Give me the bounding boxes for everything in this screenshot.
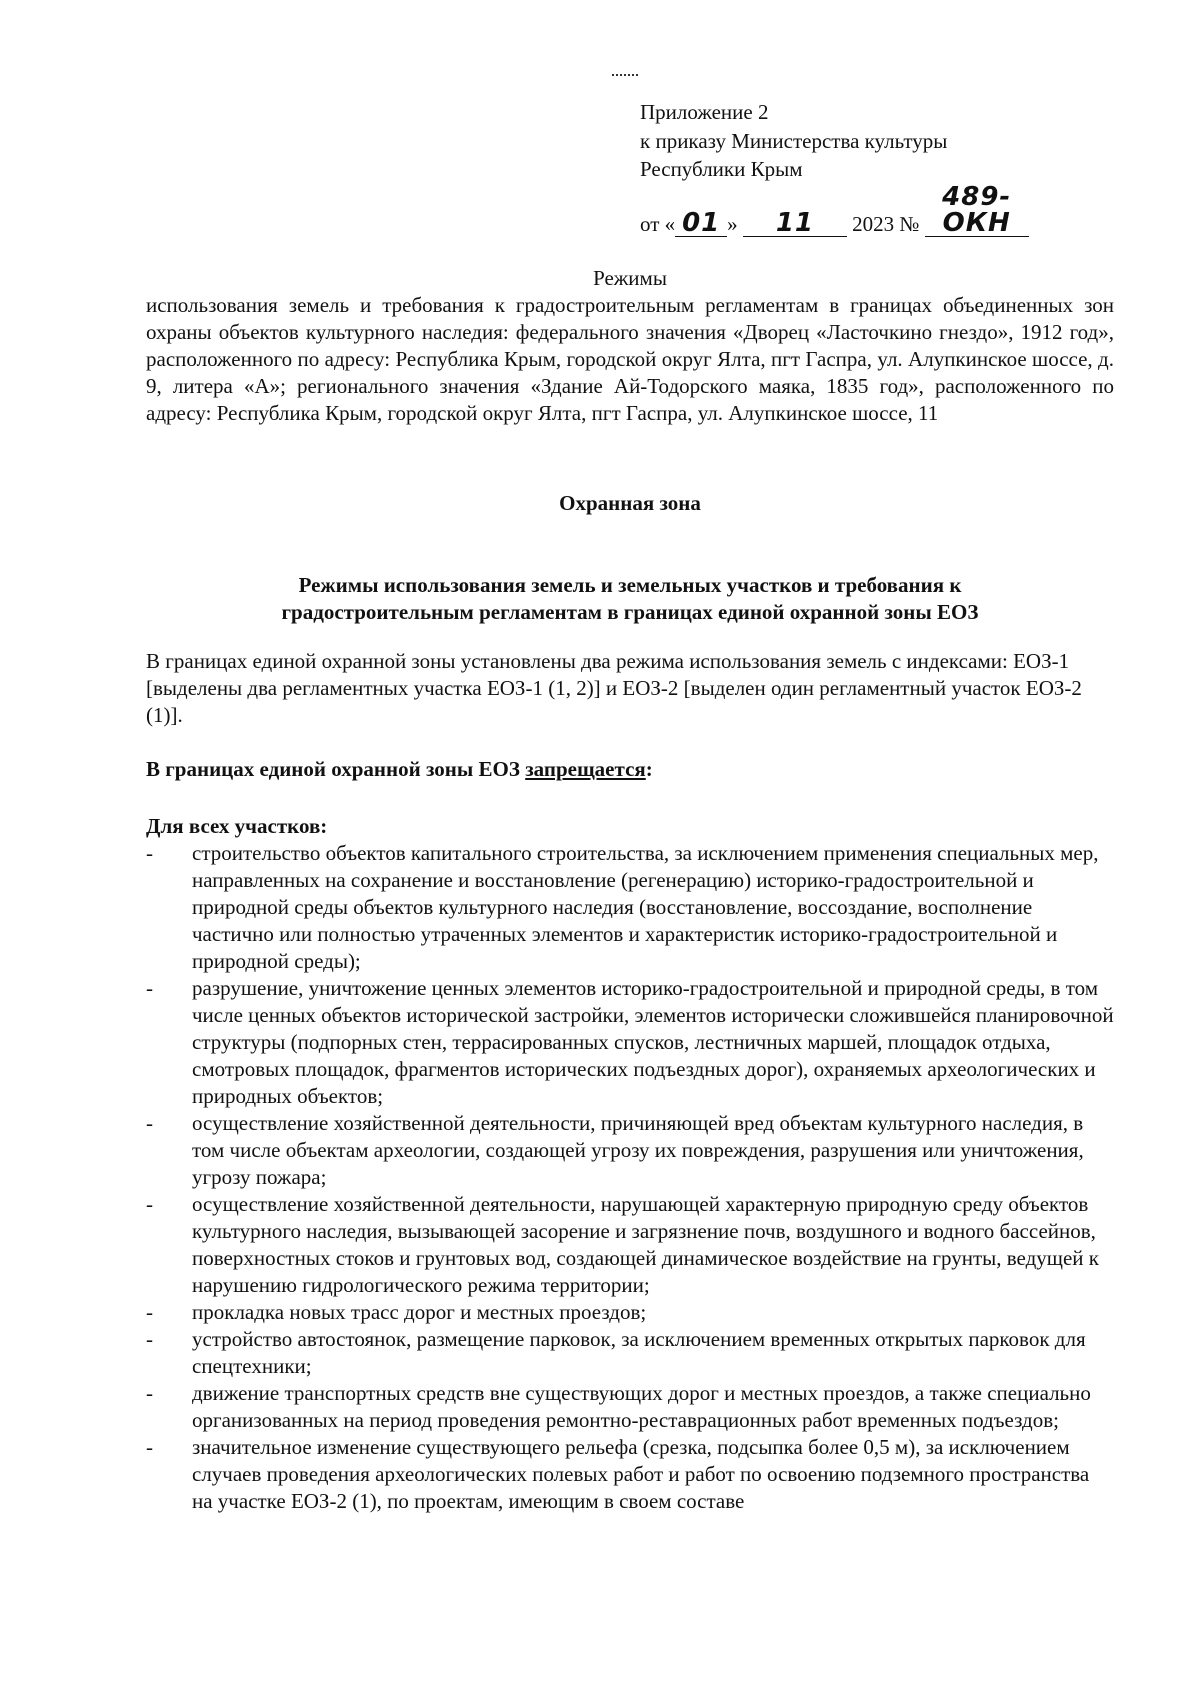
list-item-text: осуществление хозяйственной деятельности, причиняющей вред объектам культурного наследия, в том числе объектам археологии, создающей угрозу их повреждения, разрушения или уничтожения, угрозу пожара; xyxy=(192,1111,1084,1189)
prohibited-suffix: : xyxy=(645,757,653,781)
list-item-text: прокладка новых трасс дорог и местных проездов; xyxy=(192,1300,647,1324)
section-heading xyxy=(146,572,1114,626)
prohibition-list xyxy=(146,840,1114,1515)
intro-paragraph: В границах единой охранной зоны установлены два режима использования земель с индексами: ЕОЗ-1 [выделены два регламентных участка ЕОЗ-1 (1, 2)] и ЕОЗ-2 [выделен один регламентный участок ЕОЗ-2 (1)]. xyxy=(146,649,1082,727)
date-mid: » xyxy=(727,211,738,236)
dash-bullet: - xyxy=(146,1111,153,1135)
list-item-text: осуществление хозяйственной деятельности, нарушающей характерную природную среду объектов культурного наследия, вызывающей засорение и загрязнение почв, воздушного и водного бассейнов, поверхностных стоков и грунтовых вод, создающей динамическое воздействие на грунты, ведущей к нарушению гидрологического режима территории; xyxy=(192,1192,1099,1297)
dash-bullet: - xyxy=(146,1300,153,1324)
prohibited-heading xyxy=(146,756,1114,783)
dash-bullet: - xyxy=(146,976,153,1000)
date-month: 11 xyxy=(743,210,847,237)
list-item xyxy=(146,1110,1114,1191)
dash-bullet: - xyxy=(146,1327,153,1351)
list-item-text: разрушение, уничтожение ценных элементов историко-градостроительной и природной среды, в том числе ценных объектов исторической застройки, элементов исторически сложившейся планировочной структуры (подпорных стен, террасированных спусков, лестничных маршей, площадок отдыха, смотровых площадок, фрагментов исторических подъездных дорог), охраняемых археологических и природных объектов; xyxy=(192,976,1114,1108)
zone-heading: Охранная зона xyxy=(559,491,701,515)
all-plots-heading: Для всех участков: xyxy=(146,814,328,838)
list-item xyxy=(146,1380,1114,1434)
order-number: 489-ОКН xyxy=(925,184,1029,237)
list-item xyxy=(146,975,1114,1110)
date-year: 2023 № xyxy=(852,211,920,236)
date-prefix: от « xyxy=(640,211,676,236)
list-item xyxy=(146,1326,1114,1380)
title-body: использования земель и требования к градостроительным регламентам в границах объединенных зон охраны объектов культурного наследия: федерального значения «Дворец «Ласточкино гнездо», 1912 год», расположенного по адресу: Республика Крым, городской округ Ялта, пгт Гаспра, ул. Алупкинское шоссе, д. 9, литера «А»; регионального значения «Здание Ай-Тодорского маяка, 1835 год», расположенного по адресу: Республика Крым, городской округ Ялта, пгт Гаспра, ул. Алупкинское шоссе, 11 xyxy=(146,293,1114,425)
prohibited-prefix: В границах единой охранной зоны ЕОЗ xyxy=(146,757,526,781)
list-item xyxy=(146,1434,1114,1515)
attachment-line-1: Приложение 2 xyxy=(640,100,769,124)
list-item-text: значительное изменение существующего рельефа (срезка, подсыпка более 0,5 м), за исключением случаев проведения археологических полевых работ и работ по освоению подземного пространства на участке ЕОЗ-2 (1), по проектам, имеющим в своем составе xyxy=(192,1435,1090,1513)
attachment-line-2: к приказу Министерства культуры xyxy=(640,128,948,153)
dash-bullet: - xyxy=(146,841,153,865)
dash-bullet: - xyxy=(146,1435,153,1459)
scan-mark xyxy=(612,74,638,76)
attachment-header xyxy=(640,98,1100,238)
list-item xyxy=(146,840,1114,975)
attachment-line-3: Республики Крым xyxy=(640,157,803,181)
prohibited-keyword: запрещается xyxy=(525,757,646,781)
list-item xyxy=(146,1191,1114,1299)
list-item xyxy=(146,1299,1114,1326)
section-heading-line-2: градостроительным регламентам в границах единой охранной зоны ЕОЗ xyxy=(281,600,979,624)
title-heading: Режимы xyxy=(593,266,667,290)
list-item-text: строительство объектов капитального строительства, за исключением применения специальных мер, направленных на сохранение и восстановление (регенерацию) историко-градостроительной и природной среды объектов культурного наследия (восстановление, воссоздание, восполнение частично или полностью утраченных элементов и характеристик историко-градостроительной и природной среды); xyxy=(192,841,1099,973)
dash-bullet: - xyxy=(146,1381,153,1405)
document-title xyxy=(146,265,1114,427)
section-heading-line-1: Режимы использования земель и земельных участков и требования к xyxy=(298,573,962,597)
list-item-text: устройство автостоянок, размещение парковок, за исключением временных открытых парковок для спецтехники; xyxy=(192,1327,1086,1378)
order-date-line xyxy=(640,181,1100,239)
date-day: 01 xyxy=(675,210,727,237)
list-item-text: движение транспортных средств вне существующих дорог и местных проездов, а также специально организованных на период проведения ремонтно-реставрационных работ временных подъездов; xyxy=(192,1381,1091,1432)
dash-bullet: - xyxy=(146,1192,153,1216)
